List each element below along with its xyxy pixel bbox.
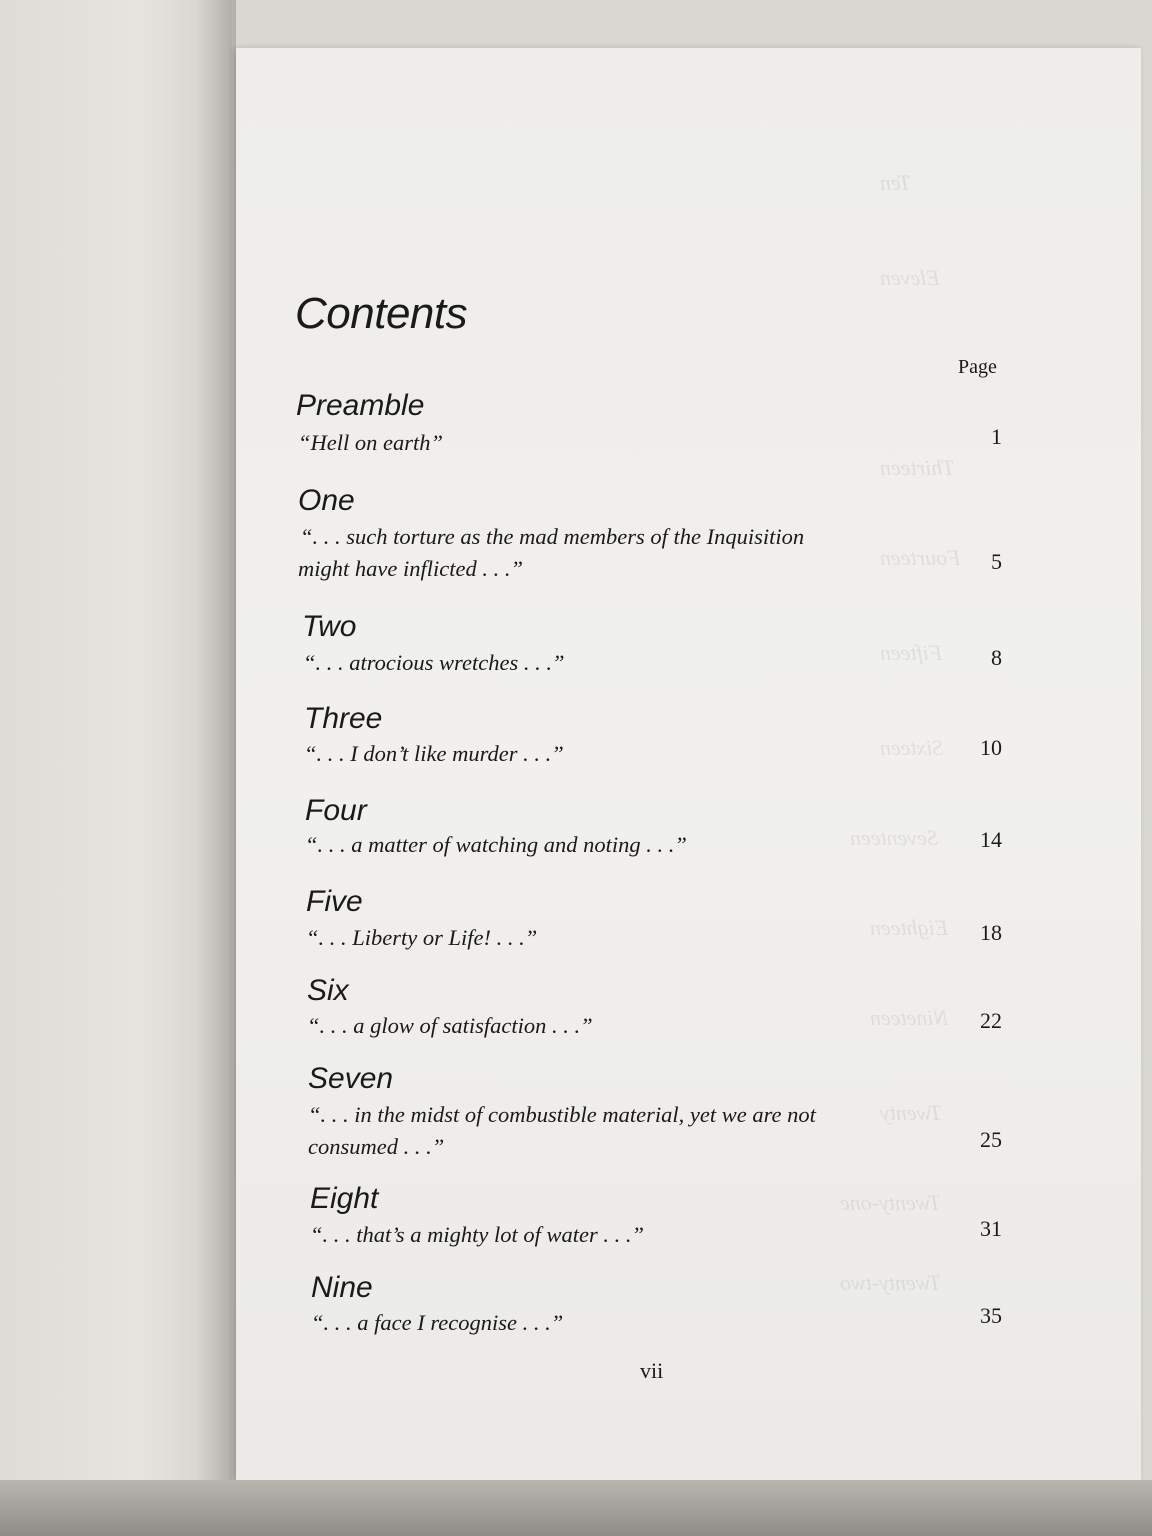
page-number: 1 <box>991 424 1002 449</box>
contents-heading: Contents <box>295 289 468 338</box>
chapter-epigraph: “. . . a glow of satisfaction . . .” <box>307 1013 593 1038</box>
page-column-label: Page <box>958 356 997 378</box>
chapter-epigraph: “. . . such torture as the mad members of the Inquisition <box>300 524 805 549</box>
page-number: 31 <box>980 1216 1002 1241</box>
chapter-title: Seven <box>308 1062 394 1095</box>
chapter-epigraph: “. . . that’s a mighty lot of water . . .” <box>310 1222 644 1247</box>
chapter-epigraph: “. . . in the midst of combustible material, yet we are not <box>308 1102 816 1127</box>
book-gutter <box>196 0 236 1536</box>
chapter-title: Eight <box>310 1182 379 1215</box>
chapter-epigraph: “. . . a matter of watching and noting . . .” <box>305 832 687 857</box>
chapter-epigraph: “. . . a face I recognise . . .” <box>311 1310 564 1335</box>
page-number: 8 <box>991 645 1002 670</box>
page-number: 22 <box>980 1008 1002 1033</box>
chapter-title: Six <box>307 974 349 1007</box>
chapter-epigraph: “. . . Liberty or Life! . . .” <box>306 925 538 950</box>
chapter-title: One <box>298 484 355 517</box>
chapter-title: Nine <box>311 1271 373 1304</box>
background-shadow <box>0 1480 1152 1536</box>
page-number: 18 <box>980 920 1002 945</box>
chapter-title: Two <box>302 610 357 643</box>
chapter-epigraph: “. . . atrocious wretches . . .” <box>303 650 565 675</box>
chapter-title: Five <box>306 885 363 918</box>
page-number: 35 <box>980 1303 1002 1328</box>
chapter-title: Four <box>305 794 367 827</box>
page-number: 14 <box>980 827 1002 852</box>
chapter-epigraph-continued: might have inflicted . . .” <box>298 556 523 581</box>
chapter-epigraph: “Hell on earth” <box>298 430 444 455</box>
page-number: 5 <box>991 549 1002 574</box>
chapter-title: Preamble <box>296 389 425 422</box>
chapter-title: Three <box>304 702 383 735</box>
page-folio: vii <box>640 1358 664 1383</box>
page-number: 25 <box>980 1127 1002 1152</box>
page-number: 10 <box>980 735 1002 760</box>
chapter-epigraph: “. . . I don’t like murder . . .” <box>304 741 564 766</box>
chapter-epigraph-continued: consumed . . .” <box>308 1134 445 1159</box>
